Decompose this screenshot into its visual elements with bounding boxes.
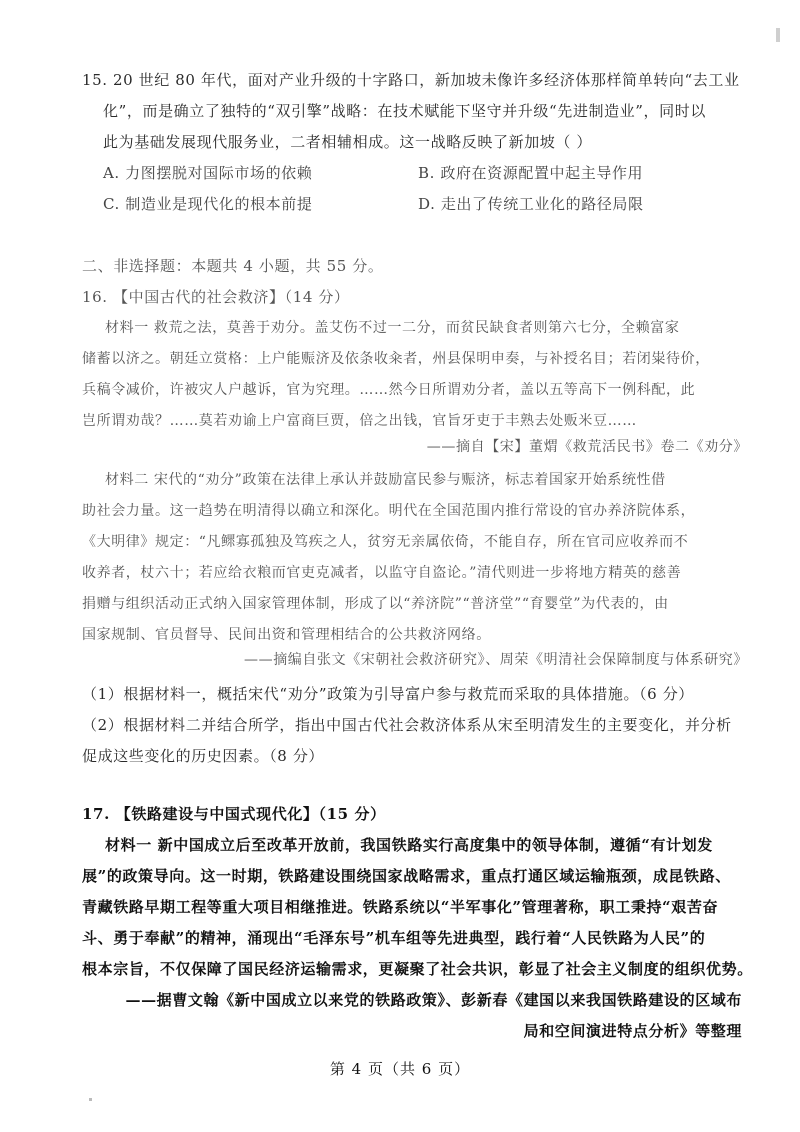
q15-option-c: C. 制造业是现代化的根本前提 <box>103 195 313 213</box>
q15-stem-line-2: 化”，而是确立了独特的“双引擎”战略：在技术赋能下坚守并升级“先进制造业”，同时以 <box>103 102 706 120</box>
q16-question-1: （1）根据材料一，概括宋代“劝分”政策为引导富户参与救荒而采取的具体措施。（6 分） <box>82 685 694 703</box>
page-number-footer: 第 4 页（共 6 页） <box>329 1060 471 1078</box>
q17-source-line-1: ——据曹文翰《新中国成立以来党的铁路政策》、彭新春《建国以来我国铁路建设的区域布 <box>125 991 742 1009</box>
q16-material2-line-5: 捐赠与组织活动正式纳入国家管理体制，形成了以“养济院”“普济堂”“育婴堂”为代表的，由 <box>82 596 669 612</box>
q17-material1-line-2: 展”的政策导向。这一时期，铁路建设围绕国家战略需求，重点打通区域运输瓶颈，成昆铁路、 <box>82 867 731 885</box>
q15-stem-line-1: 15. 20 世纪 80 年代，面对产业升级的十字路口，新加坡未像许多经济体那样简单转向“去工业 <box>82 71 740 89</box>
q17-material1-line-3: 青藏铁路早期工程等重大项目相继推进。铁路系统以“半军事化”管理著称，职工秉持“艰苦奋 <box>82 898 719 916</box>
q16-material2-line-1: 材料二 宋代的“劝分”政策在法律上承认并鼓励富民参与赈济，标志着国家开始系统性借 <box>105 472 666 488</box>
q15-option-a: A. 力图摆脱对国际市场的依赖 <box>103 164 313 182</box>
q15-option-d: D. 走出了传统工业化的路径局限 <box>418 195 644 213</box>
q16-material2-line-3: 《大明律》规定：“凡鳏寡孤独及笃疾之人，贫穷无亲属依倚，不能自存，所在官司应收养而不 <box>82 534 689 550</box>
q17-source-line-2: 局和空间演进特点分析》等整理 <box>523 1022 742 1040</box>
q17-material1-line-5: 根本宗旨，不仅保障了国民经济运输需求，更凝聚了社会共识，彰显了社会主义制度的组织优势。 <box>82 960 753 978</box>
q16-material1-line-1: 材料一 救荒之法，莫善于劝分。盖艾伤不过一二分，而贫民缺食者则第六七分，全赖富家 <box>105 320 680 336</box>
q16-material2-source: ——摘编自张文《宋朝社会救济研究》、周荣《明清社会保障制度与体系研究》 <box>244 652 748 668</box>
section-2-heading: 二、非选择题：本题共 4 小题，共 55 分。 <box>82 257 384 275</box>
q15-stem-line-3: 此为基础发展现代服务业，二者相辅相成。这一战略反映了新加坡（ ） <box>103 133 592 151</box>
q17-material1-line-1: 材料一 新中国成立后至改革开放前，我国铁路实行高度集中的领导体制，遵循“有计划发 <box>105 836 713 854</box>
q16-question-2-cont: 促成这些变化的历史因素。（8 分） <box>82 747 325 765</box>
q17-title: 17. 【铁路建设与中国式现代化】（15 分） <box>82 805 386 823</box>
q16-material1-line-3: 兵稿令减价，许被灾人户越诉，官为究理。……然今日所谓劝分者，盖以五等高下一例科配，此 <box>82 382 696 398</box>
q16-material2-line-4: 收养者，杖六十；若应给衣粮而官吏克减者，以监守自盗论。”清代则进一步将地方精英的慈善 <box>82 565 682 581</box>
q16-material1-source: ——摘自【宋】董煟《救荒活民书》卷二《劝分》 <box>426 439 748 455</box>
scan-artifact-dot <box>89 1098 92 1101</box>
q16-material2-line-6: 国家规制、官员督导、民间出资和管理相结合的公共救济网络。 <box>82 627 491 643</box>
q15-option-b: B. 政府在资源配置中起主导作用 <box>418 164 644 182</box>
q17-material1-line-4: 斗、勇于奉献”的精神，涌现出“毛泽东号”机车组等先进典型，践行着“人民铁路为人民”的 <box>82 929 706 947</box>
q16-material2-line-2: 助社会力量。这一趋势在明清得以确立和深化。明代在全国范围内推行常设的官办养济院体系， <box>82 503 696 519</box>
q16-material1-line-2: 储蓄以济之。朝廷立赏格：上户能赈济及依条收籴者，州县保明申奏，与补授名目；若闭粜待价， <box>82 351 710 367</box>
scan-artifact <box>776 28 780 42</box>
q16-question-2: （2）根据材料二并结合所学，指出中国古代社会救济体系从宋至明清发生的主要变化，并分析 <box>82 716 732 734</box>
q16-material1-line-4: 岂所谓劝哉？……莫若劝谕上户富商巨贾，倍之出钱，官旨牙吏于丰熟去处贩米豆…… <box>82 413 637 429</box>
q16-title: 16. 【中国古代的社会救济】（14 分） <box>82 288 350 306</box>
